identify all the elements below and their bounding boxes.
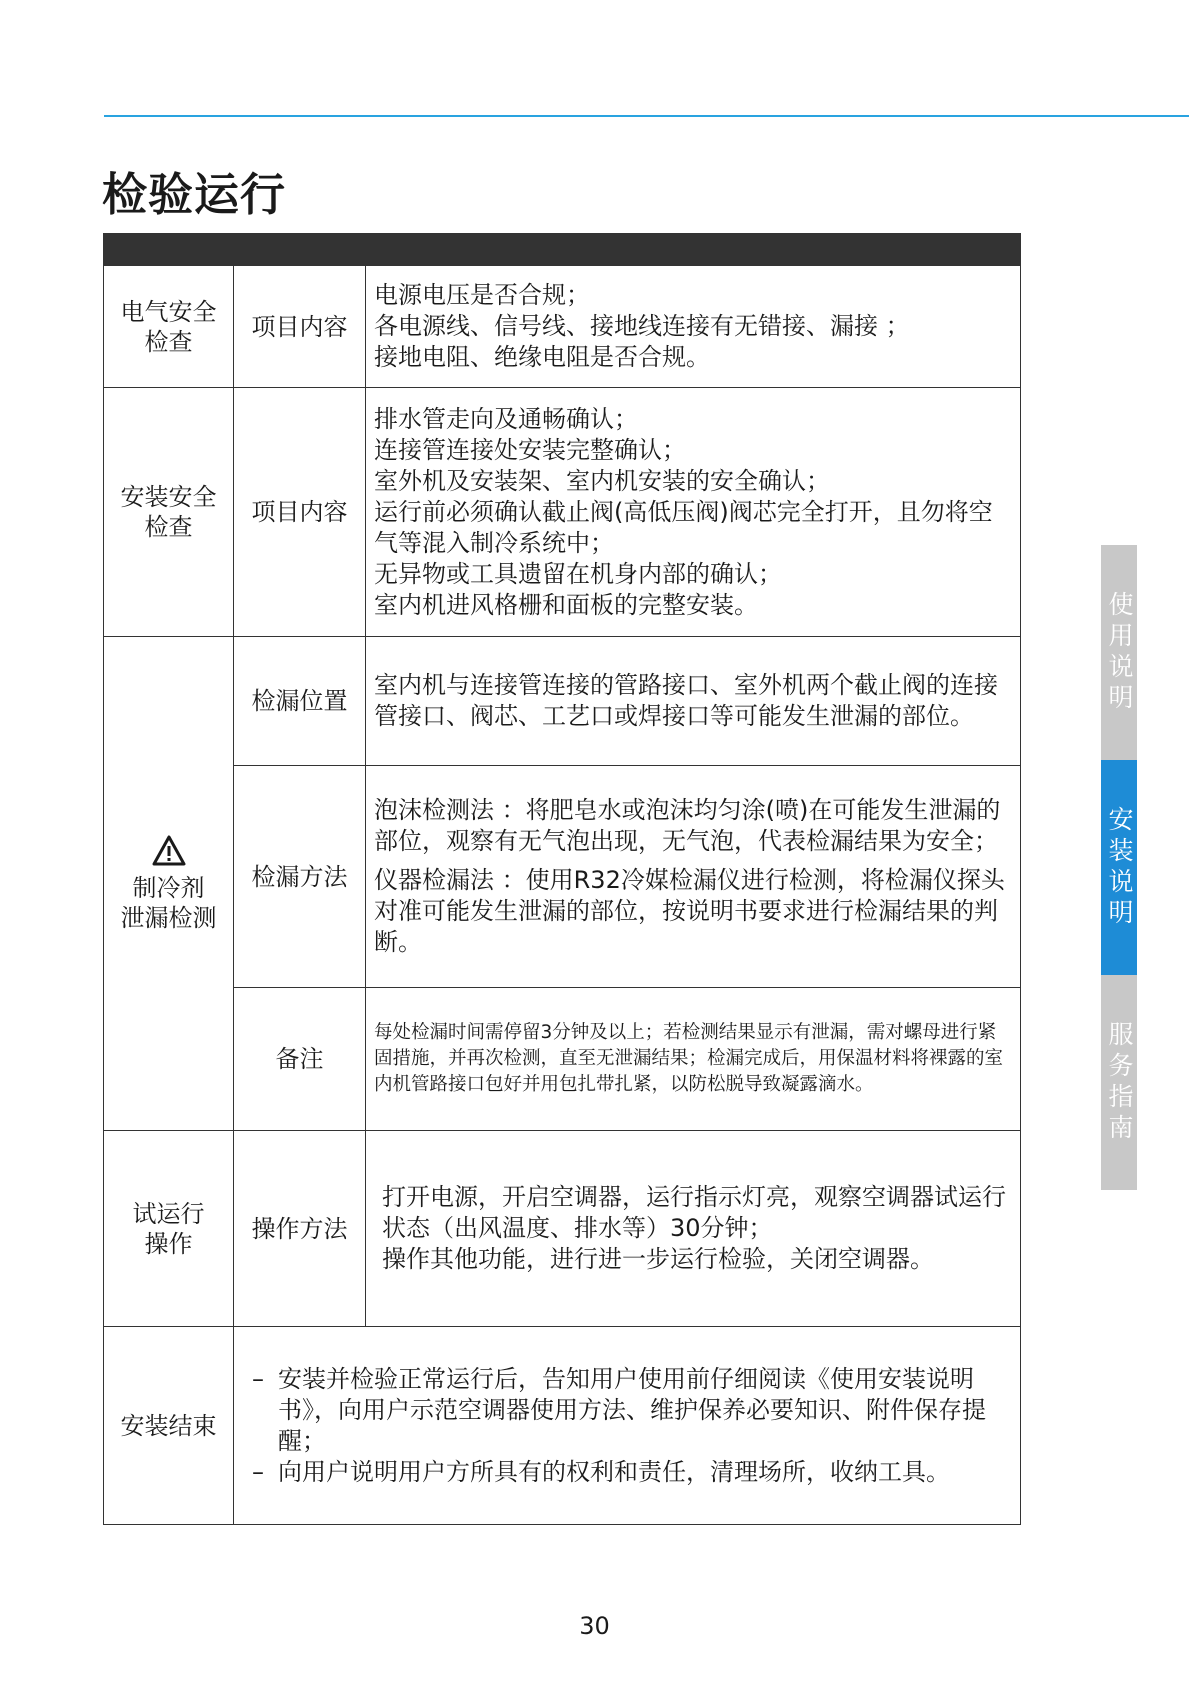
category-label: 操作 [144,1229,193,1258]
row-trial-run [104,1131,1021,1327]
content-line: 室外机及安装架、室内机安装的安全确认； [374,466,830,495]
section-side-tabs [1101,545,1189,1190]
category-label: 制冷剂 [132,873,205,902]
content-cell [366,388,1021,637]
row-leak-note [104,988,1021,1131]
row-install-check [104,388,1021,637]
category-label: 电气安全检查 [120,297,217,356]
item-cell: 项目内容 [234,388,366,637]
content-paragraph: 泡沫检测法 ：将肥皂水或泡沫均匀涂(喷)在可能发生泄漏的部位，观察有无气泡出现，无气泡，代表检漏结果为安全； [374,796,1001,855]
side-tab-usage[interactable]: 使用说明 [1101,545,1137,760]
category-cell [104,266,234,388]
list-item [252,1457,1006,1488]
content-line: 无异物或工具遗留在机身内部的确认； [374,559,782,588]
category-label: 试运行 [132,1199,205,1228]
content-cell: 室内机与连接管连接的管路接口、室外机两个截止阀的连接管接口、阀芯、工艺口或焊接口等可能发生泄漏的部位。 [366,637,1021,766]
dash-bullet: – [252,1457,264,1486]
item-cell: 项目内容 [234,266,366,388]
list-item-text: 向用户说明用户方所具有的权利和责任，清理场所，收纳工具。 [278,1457,950,1486]
content-cell: 每处检漏时间需停留3分钟及以上；若检测结果显示有泄漏，需对螺母进行紧固措施，并再次检测，直至无泄漏结果；检漏完成后，用保温材料将裸露的室内机管路接口包好并用包扎带扎紧，以防松脱导致凝露滴水。 [366,988,1021,1131]
content-line: 接地电阻、绝缘电阻是否合规。 [374,343,710,371]
category-cell-leak [104,637,234,1131]
content-line: 连接管连接处安装完整确认； [374,435,686,464]
content-line: 电源电压是否合规； [374,281,590,309]
row-leak-method [104,766,1021,988]
inspection-table [103,233,1021,1525]
category-cell: 安装结束 [104,1327,234,1525]
side-tab-installation[interactable]: 安装说明 [1101,760,1137,975]
content-line: 操作其他功能，进行进一步运行检验，关闭空调器。 [382,1245,934,1273]
category-label: 安装安全检查 [120,483,217,541]
content-cell [366,1131,1021,1327]
content-line: 运行前必须确认截止阀(高低压阀)阀芯完全打开，且勿将空气等混入制冷系统中； [374,497,993,557]
content-line: 室内机进风格栅和面板的完整安装。 [374,590,758,619]
content-line: 打开电源，开启空调器，运行指示灯亮，观察空调器试运行状态（出风温度、排水等）30分钟； [382,1183,1006,1242]
warning-icon [152,835,186,867]
header-rule [104,115,1189,117]
row-install-finish [104,1327,1021,1525]
list-item-text: 安装并检验正常运行后，告知用户使用前仔细阅读《使用安装说明书》，向用户示范空调器使用方法、维护保养必要知识、附件保存提醒； [278,1364,986,1455]
content-cell [366,766,1021,988]
list-item [252,1364,1006,1457]
row-leak-position [104,637,1021,766]
content-line: 排水管走向及通畅确认； [374,404,638,433]
table-header-bar [104,234,1021,266]
page-number: 30 [579,1612,610,1640]
item-cell: 检漏位置 [234,637,366,766]
row-electrical-check [104,266,1021,388]
category-label: 泄漏检测 [120,903,217,932]
content-paragraph: 仪器检漏法 ：使用R32冷媒检漏仪进行检测，将检漏仪探头对准可能发生泄漏的部位，按说明书要求进行检漏结果的判断。 [374,866,1005,956]
item-cell: 检漏方法 [234,766,366,988]
dash-bullet: – [252,1364,264,1393]
page-title: 检验运行 [102,168,287,221]
item-cell: 备注 [234,988,366,1131]
item-cell: 操作方法 [234,1131,366,1327]
category-cell [104,388,234,637]
content-cell [234,1327,1021,1525]
content-line: 各电源线、信号线、接地线连接有无错接、漏接 ； [374,312,910,340]
category-cell [104,1131,234,1327]
content-cell [366,266,1021,388]
side-tab-service[interactable]: 服务指南 [1101,975,1137,1190]
